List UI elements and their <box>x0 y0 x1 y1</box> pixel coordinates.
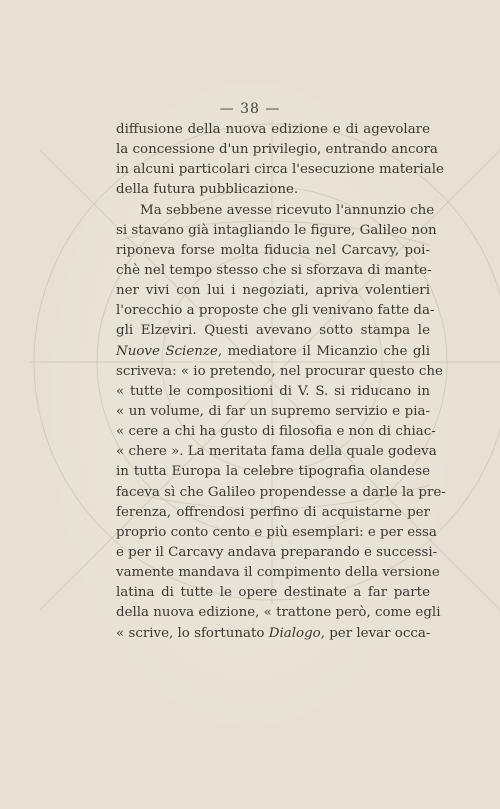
text-line: la concessione d'un privilegio, entrando ancora <box>116 142 438 158</box>
text-line: vamente mandava il compimento della versione <box>116 565 440 581</box>
text-line: diffusione della nuova edizione e di agevolare <box>116 122 430 137</box>
text-line: Ma sebbene avesse ricevuto l'annunzio che <box>140 202 435 218</box>
italic-title: Nuove Scienze <box>116 343 218 359</box>
italic-title: Dialogo <box>268 625 321 641</box>
text-line: latina di tutte le opere destinate a far parte <box>116 585 430 601</box>
text-line: gli Elzeviri. Questi avevano sotto stampa le <box>116 323 430 339</box>
page-number: — 38 — <box>219 101 281 117</box>
text-line: « un volume, di far un supremo servizio e pia- <box>116 403 430 419</box>
text-line: e per il Carcavy andava preparando e successi- <box>116 544 438 560</box>
text-line <box>116 624 430 644</box>
text-line: in alcuni particolari circa l'esecuzione materiale <box>116 162 444 178</box>
text-line: riponeva forse molta fiducia nel Carcavy, poi- <box>116 242 430 258</box>
text-fragment: , per levar occa- <box>320 625 431 641</box>
text-line: chè nel tempo stesso che si sforzava di mante- <box>116 262 432 278</box>
text-line: l'orecchio a proposte che gli venivano fatte da- <box>116 303 435 319</box>
body-text <box>116 120 446 644</box>
text-line: della nuova edizione, « trattone però, come egli <box>116 605 441 621</box>
text-line: si stavano già intagliando le figure, Galileo non <box>116 222 437 238</box>
text-fragment: , mediatore il Micanzio che gli <box>217 343 430 359</box>
text-line: « cere a chi ha gusto di filosofia e non di chiac- <box>116 424 436 440</box>
text-fragment: « scrive, lo sfortunato <box>116 625 269 641</box>
text-line: « tutte le compositioni di V. S. si riducano in <box>116 383 430 399</box>
text-line: ner vivi con lui i negoziati, apriva volentieri <box>116 283 430 299</box>
text-line: proprio conto cento e più esemplari: e per essa <box>116 524 437 540</box>
text-line <box>116 342 430 362</box>
text-line: « chere ». La meritata fama della quale godeva <box>116 444 437 460</box>
text-line: in tutta Europa la celebre tipografia olandese <box>116 464 430 480</box>
text-line: della futura pubblicazione. <box>116 182 299 198</box>
text-line: faceva sì che Galileo propendesse a darle la pre- <box>116 484 446 500</box>
text-line: ferenza, offrendosi perfino di acquistarne per <box>116 504 430 520</box>
text-line: scriveva: « io pretendo, nel procurar questo che <box>116 363 443 379</box>
